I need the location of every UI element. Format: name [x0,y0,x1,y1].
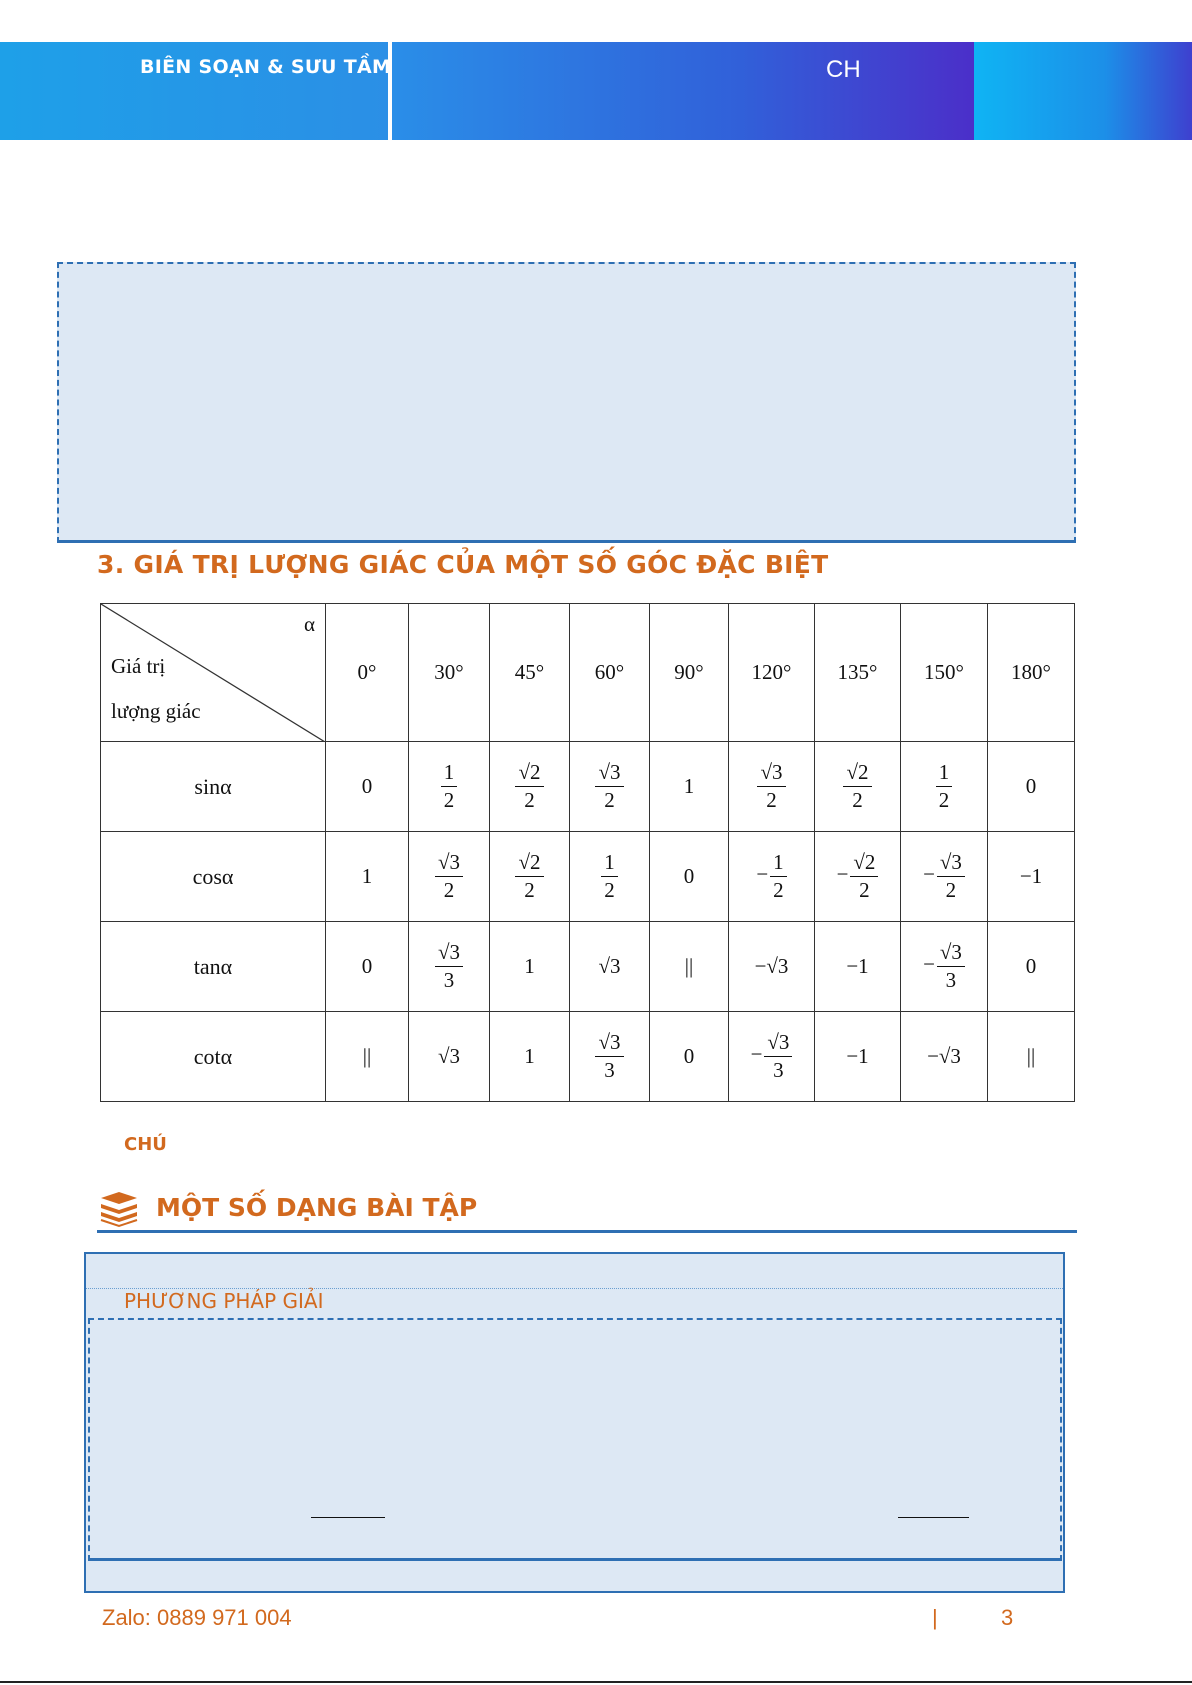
value-cell [650,742,729,832]
fraction [601,851,618,902]
value-cell [570,1012,650,1102]
value-text: −√3 [754,954,789,978]
method-label: PHƯƠNG PHÁP GIẢI [124,1289,324,1313]
corner-label-line1: Giá trị [111,654,166,678]
value-text: || [362,1044,372,1068]
fraction [515,851,543,902]
value-cell [650,832,729,922]
footer-page-number: 3 [1001,1605,1014,1630]
value-cell [650,922,729,1012]
value-cell [988,832,1075,922]
fraction-numerator: 1 [936,761,953,787]
value-text: √3 [437,1044,461,1068]
value-cell [570,922,650,1012]
fraction [515,761,543,812]
minus-sign: − [756,862,769,887]
fraction [435,851,463,902]
fraction-denominator: 2 [945,878,957,902]
value-text: −1 [1019,864,1043,888]
fraction-denominator: 2 [938,788,950,812]
exercises-title: MỘT SỐ DẠNG BÀI TẬP [156,1193,478,1222]
fraction-numerator: √2 [850,851,878,877]
function-name-cell: cosα [101,832,326,922]
fraction-numerator: √3 [435,851,463,877]
minus-sign: − [923,952,935,977]
fraction-numerator: √3 [435,941,463,967]
angle-header-cell: 120° [729,604,815,742]
table-header-row [101,604,1075,742]
value-cell [729,1012,815,1102]
value-text: 0 [683,864,695,888]
fraction-numerator: √2 [515,851,543,877]
fraction-numerator: √3 [595,761,623,787]
fraction [764,1031,792,1082]
value-text: 0 [1025,954,1037,978]
banner-chapter-title: CH [826,56,861,83]
fraction [937,851,965,902]
value-cell [815,832,901,922]
value-cell [490,922,570,1012]
fraction-denominator: 2 [604,788,615,812]
value-text: 1 [361,864,373,888]
fraction [770,851,787,902]
minus-sign: − [750,1042,763,1067]
fraction-denominator: 3 [604,1058,615,1082]
fraction-numerator: √3 [595,1031,623,1057]
fraction-numerator: 1 [441,761,458,787]
value-cell [570,832,650,922]
table-corner-cell [101,604,326,742]
value-cell [409,832,490,922]
angle-header-cell: 30° [409,604,490,742]
fraction [850,851,878,902]
value-text: || [1026,1044,1036,1068]
value-text: 1 [683,774,695,798]
angle-header-cell: 180° [988,604,1075,742]
angle-header-cell: 150° [901,604,988,742]
value-text: −1 [846,954,869,978]
fraction-numerator: √3 [937,851,965,877]
value-cell [326,832,409,922]
angle-header-cell: 0° [326,604,409,742]
value-text: 0 [361,954,373,978]
value-text: 1 [524,954,535,978]
value-cell [988,742,1075,832]
value-text: 0 [1025,774,1037,798]
fraction-denominator: 2 [443,788,455,812]
fraction-denominator: 2 [443,878,455,902]
function-name-cell: sinα [101,742,326,832]
definition-box [57,262,1076,543]
fraction [595,1031,623,1082]
fraction-numerator: √2 [515,761,543,787]
fraction-denominator: 3 [773,1058,784,1082]
footer-separator: | [932,1605,938,1630]
fraction-denominator: 2 [524,788,535,812]
fraction [595,761,623,812]
banner-middle-segment [392,42,974,140]
value-cell [901,1012,988,1102]
value-cell [409,742,490,832]
value-cell [326,742,409,832]
value-cell [815,922,901,1012]
underline-mark-right [898,1517,969,1518]
value-cell [729,922,815,1012]
value-cell [490,1012,570,1102]
value-cell [901,742,988,832]
value-cell [409,1012,490,1102]
value-cell [988,1012,1075,1102]
books-icon [97,1190,141,1228]
exercise-top-strip [86,1254,1063,1289]
minus-sign: − [923,862,935,887]
value-cell [409,922,490,1012]
value-cell [901,832,988,922]
function-name-cell: tanα [101,922,326,1012]
value-cell [988,922,1075,1012]
table-row [101,742,1075,832]
function-name-cell: cotα [101,1012,326,1102]
angle-header-cell: 90° [650,604,729,742]
note-label: CHÚ [124,1134,167,1155]
fraction-numerator: √3 [937,941,965,967]
value-cell [815,1012,901,1102]
fraction-numerator: 1 [770,851,787,877]
fraction-denominator: 3 [945,968,957,992]
value-text: 0 [683,1044,695,1068]
underline-mark-left [311,1517,385,1518]
exercises-rule [97,1230,1077,1233]
corner-label-line2: lượng giác [111,699,201,723]
fraction [937,941,965,992]
table-row [101,1012,1075,1102]
fraction [936,761,953,812]
value-text: −1 [846,1044,869,1068]
fraction [757,761,785,812]
angle-header-cell: 135° [815,604,901,742]
fraction-denominator: 2 [766,788,777,812]
table-row [101,832,1075,922]
fraction-denominator: 2 [773,878,784,902]
fraction-numerator: 1 [601,851,618,877]
fraction-numerator: √2 [843,761,871,787]
value-cell [650,1012,729,1102]
fraction-denominator: 3 [443,968,455,992]
fraction-denominator: 2 [524,878,535,902]
value-cell [490,742,570,832]
banner-left-title: BIÊN SOẠN & SƯU TẦM [140,56,392,78]
trig-values-table [100,603,1075,1102]
value-cell [326,922,409,1012]
corner-alpha-label: α [303,612,315,636]
angle-header-cell: 60° [570,604,650,742]
value-cell [570,742,650,832]
value-cell [729,742,815,832]
fraction-denominator: 2 [604,878,615,902]
table-row [101,922,1075,1012]
value-text: −√3 [927,1044,961,1068]
value-cell [815,742,901,832]
value-text: 0 [361,774,373,798]
footer-zalo-contact: Zalo: 0889 971 004 [102,1605,292,1630]
value-text: || [684,954,694,978]
fraction [441,761,458,812]
page-bottom-rule [0,1681,1192,1683]
minus-sign: − [836,862,849,887]
value-cell [729,832,815,922]
value-text: √3 [598,954,621,978]
value-text: 1 [524,1044,535,1068]
section-title: 3. GIÁ TRỊ LƯỢNG GIÁC CỦA MỘT SỐ GÓC ĐẶC BIỆT [97,550,829,579]
value-cell [490,832,570,922]
fraction-denominator: 2 [859,878,870,902]
fraction [843,761,871,812]
fraction-numerator: √3 [757,761,785,787]
value-cell [326,1012,409,1102]
fraction [435,941,463,992]
method-content-box [88,1318,1062,1561]
value-cell [901,922,988,1012]
angle-header-cell: 45° [490,604,570,742]
fraction-denominator: 2 [852,788,863,812]
banner-right-segment [974,42,1192,140]
header-banner [0,42,1192,140]
fraction-numerator: √3 [764,1031,792,1057]
